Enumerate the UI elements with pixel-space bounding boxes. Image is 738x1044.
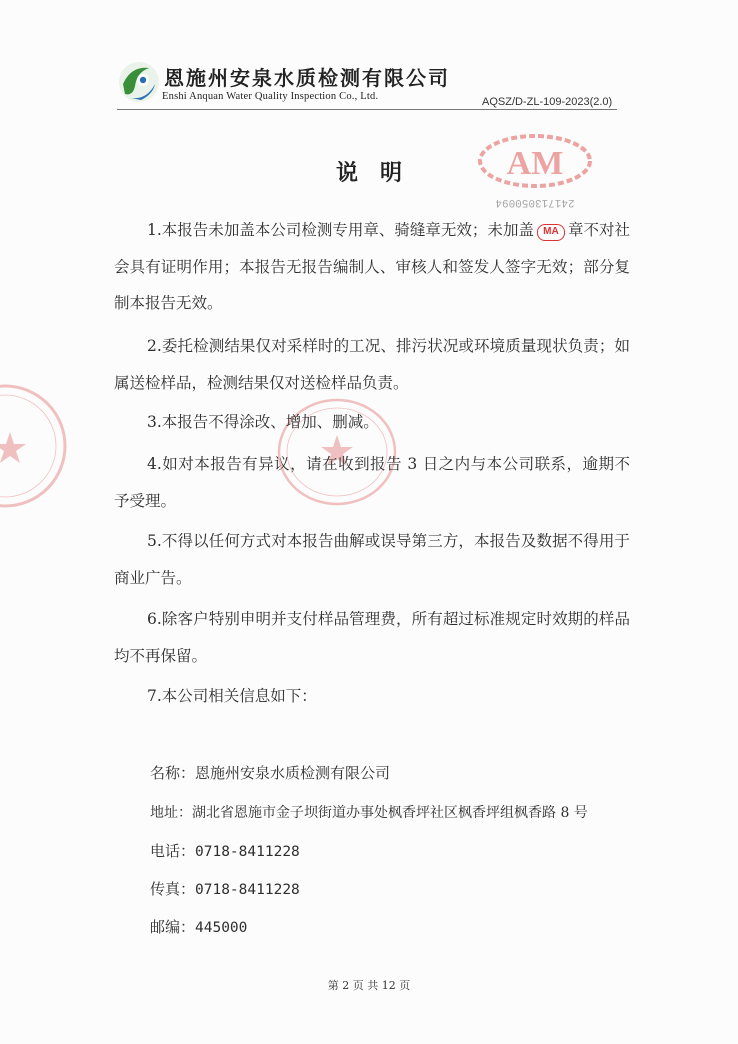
notice-paragraph-6: 6.除客户特别申明并支付样品管理费，所有超过标准规定时效期的样品均不再保留。 [114, 610, 630, 665]
company-logo-icon [117, 60, 161, 104]
notice-paragraph-3: 3.本报告不得涂改、增加、删减。 [147, 413, 379, 431]
company-name-en: Enshi Anquan Water Quality Inspection Co., Ltd. [162, 91, 379, 102]
info-company-name [150, 762, 390, 783]
info-address-label: 地址： [150, 805, 192, 821]
info-address-value: 湖北省恩施市金子坝街道办事处枫香坪社区枫香坪组枫香路 8 号 [192, 805, 588, 821]
cma-mark-icon: MA [537, 224, 565, 241]
cma-stamp-number: 241713050094 [495, 196, 575, 208]
page-number: 第 2 页 共 12 页 [327, 979, 411, 992]
info-name-value: 恩施州安泉水质检测有限公司 [195, 764, 391, 782]
info-phone-label: 电话： [150, 842, 196, 860]
notice-1-text-before: 1.本报告未加盖本公司检测专用章、骑缝章无效；未加盖 [147, 221, 534, 239]
notice-paragraph-5: 5.不得以任何方式对本报告曲解或误导第三方，本报告及数据不得用于商业广告。 [114, 532, 630, 587]
info-name-label: 名称： [150, 764, 196, 782]
notice-1-text-after: 章不对社会具有证明作用；本报告无报告编制人、审核人和签发人签字无效；部分复制本报告无效。 [114, 221, 630, 312]
notice-paragraph-4: 4.如对本报告有异议，请在收到报告 3 日之内与本公司联系，逾期不予受理。 [114, 455, 630, 510]
info-zip-value: 445000 [195, 920, 248, 936]
info-phone [150, 840, 300, 861]
document-code: AQSZ/D-ZL-109-2023(2.0) [482, 96, 613, 108]
notice-paragraph-1 [114, 212, 630, 322]
info-fax [150, 878, 300, 899]
notice-paragraph-2: 2.委托检测结果仅对采样时的工况、排污状况或环境质量现状负责；如属送检样品，检测结果仅对送检样品负责。 [114, 337, 630, 392]
header-divider [117, 109, 617, 110]
info-phone-value: 0718-8411228 [195, 844, 300, 860]
info-fax-value: 0718-8411228 [195, 882, 300, 898]
page-title: 说明 [335, 160, 424, 186]
seam-stamp [0, 372, 70, 520]
company-name-cn: 恩施州安泉水质检测有限公司 [164, 66, 450, 90]
notice-paragraph-7: 7.本公司相关信息如下： [147, 687, 317, 705]
info-postcode [150, 916, 247, 937]
cma-stamp-letters: AM [506, 145, 564, 182]
info-fax-label: 传真： [150, 880, 196, 898]
info-zip-label: 邮编： [150, 918, 196, 936]
info-address [150, 802, 588, 822]
